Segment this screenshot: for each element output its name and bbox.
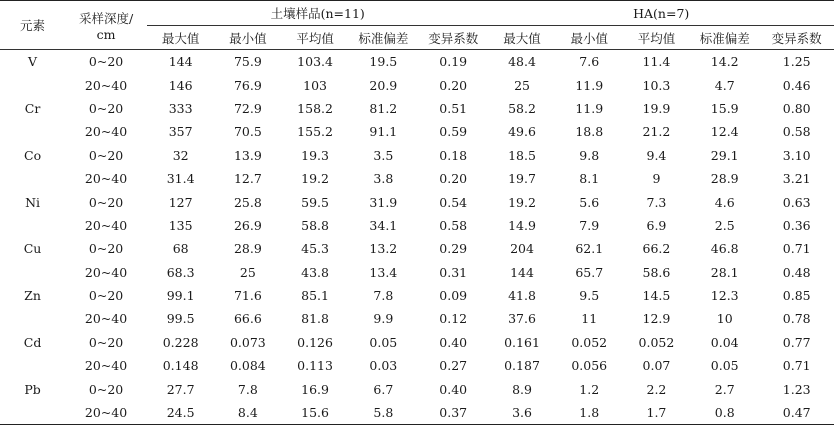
soil-sd-cell: 0.05: [369, 334, 398, 350]
table-row: [0, 354, 834, 377]
soil-min-cell: 13.9: [233, 147, 262, 163]
ha-mean-cell: 11.4: [642, 54, 671, 70]
ha-sd-cell: 4.7: [714, 77, 735, 93]
ha-cv-cell: 0.77: [782, 334, 811, 350]
element-cell: Cd: [23, 334, 42, 350]
depth-cell: 0~20: [88, 147, 124, 163]
ha-max-header: 最大值: [488, 26, 555, 50]
soil-sd-cell: 7.8: [373, 288, 394, 304]
ha-max-cell: 8.9: [512, 381, 532, 397]
soil-max-cell: 31.4: [166, 171, 195, 187]
depth-cell: 0~20: [88, 381, 124, 397]
soil-sd-cell: 3.8: [373, 171, 394, 187]
ha-sd-cell: 0.8: [690, 401, 759, 425]
soil-cv-cell: 0.19: [439, 54, 468, 70]
soil-min-cell: 70.5: [233, 124, 262, 140]
depth-cell: 0~20: [88, 288, 124, 304]
ha-max-cell: 48.4: [508, 54, 536, 70]
ha-mean-cell: 21.2: [642, 124, 671, 140]
soil-sd-cell: 5.8: [349, 401, 418, 425]
soil-sd-cell: 3.5: [373, 147, 394, 163]
element-cell: [0, 354, 65, 377]
soil-cv-cell: 0.20: [439, 171, 468, 187]
soil-max-cell: 32: [172, 147, 189, 163]
ha-min-cell: 9.5: [579, 288, 600, 304]
depth-cell: 0~20: [88, 334, 124, 350]
ha-max-cell: 3.6: [488, 401, 555, 425]
depth-cell: 20~40: [84, 217, 128, 233]
element-cell: Ni: [25, 194, 41, 210]
ha-min-cell: 62.1: [575, 241, 604, 257]
depth-cell: 20~40: [84, 171, 128, 187]
soil-mean-cell: 155.2: [297, 124, 333, 140]
element-cell: [0, 120, 65, 143]
ha-sd-cell: 29.1: [710, 147, 739, 163]
element-header: 元素: [0, 1, 65, 50]
soil-max-cell: 144: [168, 54, 193, 70]
soil-mean-cell: 59.5: [301, 194, 329, 210]
ha-cv-header: 变异系数: [759, 26, 834, 50]
ha-max-cell: 19.2: [508, 194, 536, 210]
ha-sd-cell: 0.04: [710, 334, 739, 350]
ha-cv-cell: 0.71: [782, 358, 811, 374]
ha-cv-cell: 3.10: [782, 147, 811, 163]
ha-sd-cell: 14.2: [710, 54, 739, 70]
soil-max-cell: 99.5: [166, 311, 195, 327]
ha-mean-header: 平均值: [623, 26, 690, 50]
table-row: [0, 167, 834, 190]
ha-mean-cell: 19.9: [642, 100, 671, 116]
depth-cell: 20~40: [84, 264, 128, 280]
ha-min-cell: 7.6: [579, 54, 600, 70]
soil-cv-cell: 0.12: [439, 311, 468, 327]
soil-sd-cell: 81.2: [369, 100, 398, 116]
ha-sd-cell: 10: [716, 311, 733, 327]
element-cell: [0, 261, 65, 284]
ha-max-cell: 25: [514, 77, 530, 93]
soil-max-cell: 127: [168, 194, 193, 210]
table-row: [0, 331, 834, 354]
ha-sd-cell: 46.8: [710, 241, 739, 257]
ha-cv-cell: 1.25: [782, 54, 811, 70]
ha-mean-cell: 10.3: [642, 77, 671, 93]
ha-mean-cell: 12.9: [642, 311, 671, 327]
soil-max-cell: 0.228: [162, 334, 199, 350]
soil-cv-cell: 0.40: [439, 381, 468, 397]
element-cell: Zn: [24, 288, 41, 304]
soil-mean-cell: 19.2: [301, 171, 329, 187]
table-row: [0, 284, 834, 307]
soil-cv-cell: 0.54: [439, 194, 468, 210]
depth-header-line2: cm: [96, 26, 116, 42]
soil-sd-cell: 20.9: [369, 77, 398, 93]
ha-sd-cell: 12.4: [710, 124, 739, 140]
soil-mean-cell: 0.126: [297, 334, 333, 350]
soil-sd-cell: 6.7: [373, 381, 394, 397]
soil-mean-cell: 85.1: [301, 288, 329, 304]
soil-mean-cell: 103: [303, 77, 327, 93]
soil-mean-cell: 19.3: [301, 147, 329, 163]
ha-min-cell: 11: [581, 311, 598, 327]
ha-min-cell: 1.2: [579, 381, 600, 397]
depth-header-line1: 采样深度/: [78, 10, 134, 26]
ha-mean-cell: 7.3: [646, 194, 667, 210]
depth-cell: 20~40: [84, 358, 128, 374]
soil-min-cell: 66.6: [233, 311, 262, 327]
soil-group-header: 土壤样品(n=11): [147, 1, 488, 26]
ha-mean-cell: 0.052: [638, 334, 675, 350]
element-cell: V: [28, 54, 38, 70]
soil-cv-cell: 0.37: [418, 401, 488, 425]
ha-min-cell: 0.056: [571, 358, 608, 374]
ha-max-cell: 0.161: [504, 334, 540, 350]
ha-max-cell: 49.6: [508, 124, 536, 140]
ha-max-cell: 37.6: [508, 311, 536, 327]
table-body: [0, 50, 834, 425]
soil-cv-cell: 0.29: [439, 241, 468, 257]
soil-max-cell: 357: [168, 124, 193, 140]
soil-sd-cell: 13.2: [369, 241, 398, 257]
depth-cell: 0~20: [88, 54, 124, 70]
ha-min-cell: 5.6: [579, 194, 600, 210]
ha-cv-cell: 0.36: [782, 217, 811, 233]
soil-min-cell: 71.6: [233, 288, 262, 304]
table-row: [0, 307, 834, 330]
ha-min-cell: 18.8: [575, 124, 604, 140]
soil-cv-cell: 0.40: [439, 334, 468, 350]
soil-min-cell: 76.9: [233, 77, 262, 93]
soil-max-header: 最大值: [147, 26, 214, 50]
depth-cell: 0~20: [88, 194, 124, 210]
table-row: [0, 214, 834, 237]
ha-mean-cell: 58.6: [642, 264, 671, 280]
ha-cv-cell: 0.63: [782, 194, 811, 210]
table-row: [0, 50, 834, 74]
ha-sd-cell: 2.5: [714, 217, 735, 233]
depth-cell: 20~40: [84, 124, 128, 140]
table-row: [0, 144, 834, 167]
soil-sd-cell: 19.5: [369, 54, 398, 70]
soil-min-cell: 72.9: [233, 100, 262, 116]
table-row: [0, 237, 834, 260]
depth-cell: 20~40: [84, 77, 128, 93]
ha-min-cell: 11.9: [575, 100, 604, 116]
soil-max-cell: 27.7: [166, 381, 195, 397]
ha-mean-cell: 66.2: [642, 241, 671, 257]
ha-sd-cell: 28.1: [710, 264, 739, 280]
element-cell: [0, 73, 65, 96]
ha-min-cell: 11.9: [575, 77, 604, 93]
soil-max-cell: 146: [168, 77, 193, 93]
ha-sd-cell: 15.9: [710, 100, 739, 116]
soil-min-cell: 25.8: [233, 194, 262, 210]
ha-sd-header: 标准偏差: [690, 26, 759, 50]
ha-max-cell: 14.9: [508, 217, 536, 233]
soil-max-cell: 99.1: [166, 288, 195, 304]
table-row: [0, 190, 834, 213]
ha-max-cell: 41.8: [508, 288, 536, 304]
soil-max-cell: 24.5: [147, 401, 214, 425]
ha-min-cell: 7.9: [579, 217, 600, 233]
ha-sd-cell: 2.7: [714, 381, 735, 397]
soil-max-cell: 333: [168, 100, 193, 116]
ha-cv-cell: 0.85: [782, 288, 811, 304]
soil-mean-cell: 15.6: [281, 401, 348, 425]
ha-min-cell: 65.7: [575, 264, 604, 280]
soil-min-cell: 26.9: [233, 217, 262, 233]
ha-max-cell: 144: [510, 264, 534, 280]
soil-cv-cell: 0.51: [439, 100, 468, 116]
element-cell: [0, 214, 65, 237]
element-cell: Co: [24, 147, 42, 163]
ha-cv-cell: 0.58: [782, 124, 811, 140]
ha-mean-cell: 0.07: [642, 358, 671, 374]
soil-mean-cell: 58.8: [301, 217, 329, 233]
element-cell: [0, 401, 65, 425]
ha-cv-cell: 0.71: [782, 241, 811, 257]
soil-cv-cell: 0.59: [439, 124, 468, 140]
soil-sd-cell: 9.9: [373, 311, 394, 327]
soil-mean-cell: 81.8: [301, 311, 329, 327]
element-cell: Cr: [24, 100, 41, 116]
depth-cell: 0~20: [88, 100, 124, 116]
soil-min-cell: 25: [239, 264, 256, 280]
soil-cv-cell: 0.20: [439, 77, 468, 93]
table-header: [0, 1, 834, 50]
soil-mean-cell: 45.3: [301, 241, 329, 257]
soil-min-cell: 12.7: [233, 171, 262, 187]
soil-mean-cell: 43.8: [301, 264, 329, 280]
ha-min-cell: 0.052: [571, 334, 608, 350]
element-cell: [0, 167, 65, 190]
soil-cv-cell: 0.31: [439, 264, 468, 280]
soil-max-cell: 0.148: [162, 358, 199, 374]
table-row: [0, 120, 834, 143]
table-row: [0, 401, 834, 425]
soil-sd-cell: 91.1: [369, 124, 398, 140]
table-row: [0, 261, 834, 284]
ha-cv-cell: 0.46: [782, 77, 811, 93]
ha-mean-cell: 6.9: [646, 217, 667, 233]
depth-header: [65, 1, 147, 50]
table-row: [0, 73, 834, 96]
depth-cell: 20~40: [65, 401, 147, 425]
soil-mean-header: 平均值: [281, 26, 348, 50]
soil-min-cell: 28.9: [233, 241, 262, 257]
soil-cv-header: 变异系数: [418, 26, 488, 50]
soil-min-cell: 8.4: [214, 401, 281, 425]
soil-min-cell: 0.073: [229, 334, 266, 350]
element-cell: Pb: [24, 381, 41, 397]
element-cell: [0, 307, 65, 330]
soil-min-cell: 75.9: [233, 54, 262, 70]
soil-max-cell: 135: [168, 217, 193, 233]
ha-min-cell: 9.8: [579, 147, 600, 163]
soil-mean-cell: 16.9: [301, 381, 329, 397]
table-row: [0, 377, 834, 400]
soil-mean-cell: 158.2: [297, 100, 333, 116]
ha-min-header: 最小值: [556, 26, 623, 50]
ha-cv-cell: 0.47: [759, 401, 834, 425]
soil-min-cell: 7.8: [237, 381, 258, 397]
ha-max-cell: 19.7: [508, 171, 536, 187]
soil-sd-cell: 31.9: [369, 194, 398, 210]
soil-mean-cell: 0.113: [297, 358, 333, 374]
ha-max-cell: 0.187: [504, 358, 540, 374]
ha-mean-cell: 9: [652, 171, 661, 187]
ha-cv-cell: 0.48: [782, 264, 811, 280]
ha-sd-cell: 0.05: [710, 358, 739, 374]
ha-max-cell: 58.2: [508, 100, 536, 116]
ha-group-header: HA(n=7): [488, 1, 834, 26]
soil-min-cell: 0.084: [229, 358, 266, 374]
ha-max-cell: 18.5: [508, 147, 536, 163]
ha-mean-cell: 14.5: [642, 288, 671, 304]
soil-max-cell: 68: [172, 241, 189, 257]
soil-mean-cell: 103.4: [297, 54, 333, 70]
ha-sd-cell: 28.9: [710, 171, 739, 187]
ha-sd-cell: 4.6: [714, 194, 735, 210]
ha-min-cell: 1.8: [556, 401, 623, 425]
depth-cell: 20~40: [84, 311, 128, 327]
ha-min-cell: 8.1: [579, 171, 600, 187]
ha-cv-cell: 0.78: [782, 311, 811, 327]
ha-cv-cell: 1.23: [782, 381, 811, 397]
ha-cv-cell: 3.21: [782, 171, 811, 187]
table-row: [0, 97, 834, 120]
soil-cv-cell: 0.27: [439, 358, 468, 374]
depth-cell: 0~20: [88, 241, 124, 257]
soil-sd-header: 标准偏差: [349, 26, 418, 50]
element-cell: Cu: [23, 241, 42, 257]
ha-sd-cell: 12.3: [710, 288, 739, 304]
soil-cv-cell: 0.18: [439, 147, 468, 163]
soil-cv-cell: 0.09: [439, 288, 468, 304]
ha-mean-cell: 2.2: [646, 381, 667, 397]
ha-mean-cell: 9.4: [646, 147, 667, 163]
soil-sd-cell: 13.4: [369, 264, 398, 280]
ha-cv-cell: 0.80: [782, 100, 811, 116]
ha-mean-cell: 1.7: [623, 401, 690, 425]
ha-max-cell: 204: [510, 241, 534, 257]
soil-max-cell: 68.3: [166, 264, 195, 280]
soil-min-header: 最小值: [214, 26, 281, 50]
soil-sd-cell: 0.03: [369, 358, 398, 374]
soil-cv-cell: 0.58: [439, 217, 468, 233]
soil-sd-cell: 34.1: [369, 217, 398, 233]
